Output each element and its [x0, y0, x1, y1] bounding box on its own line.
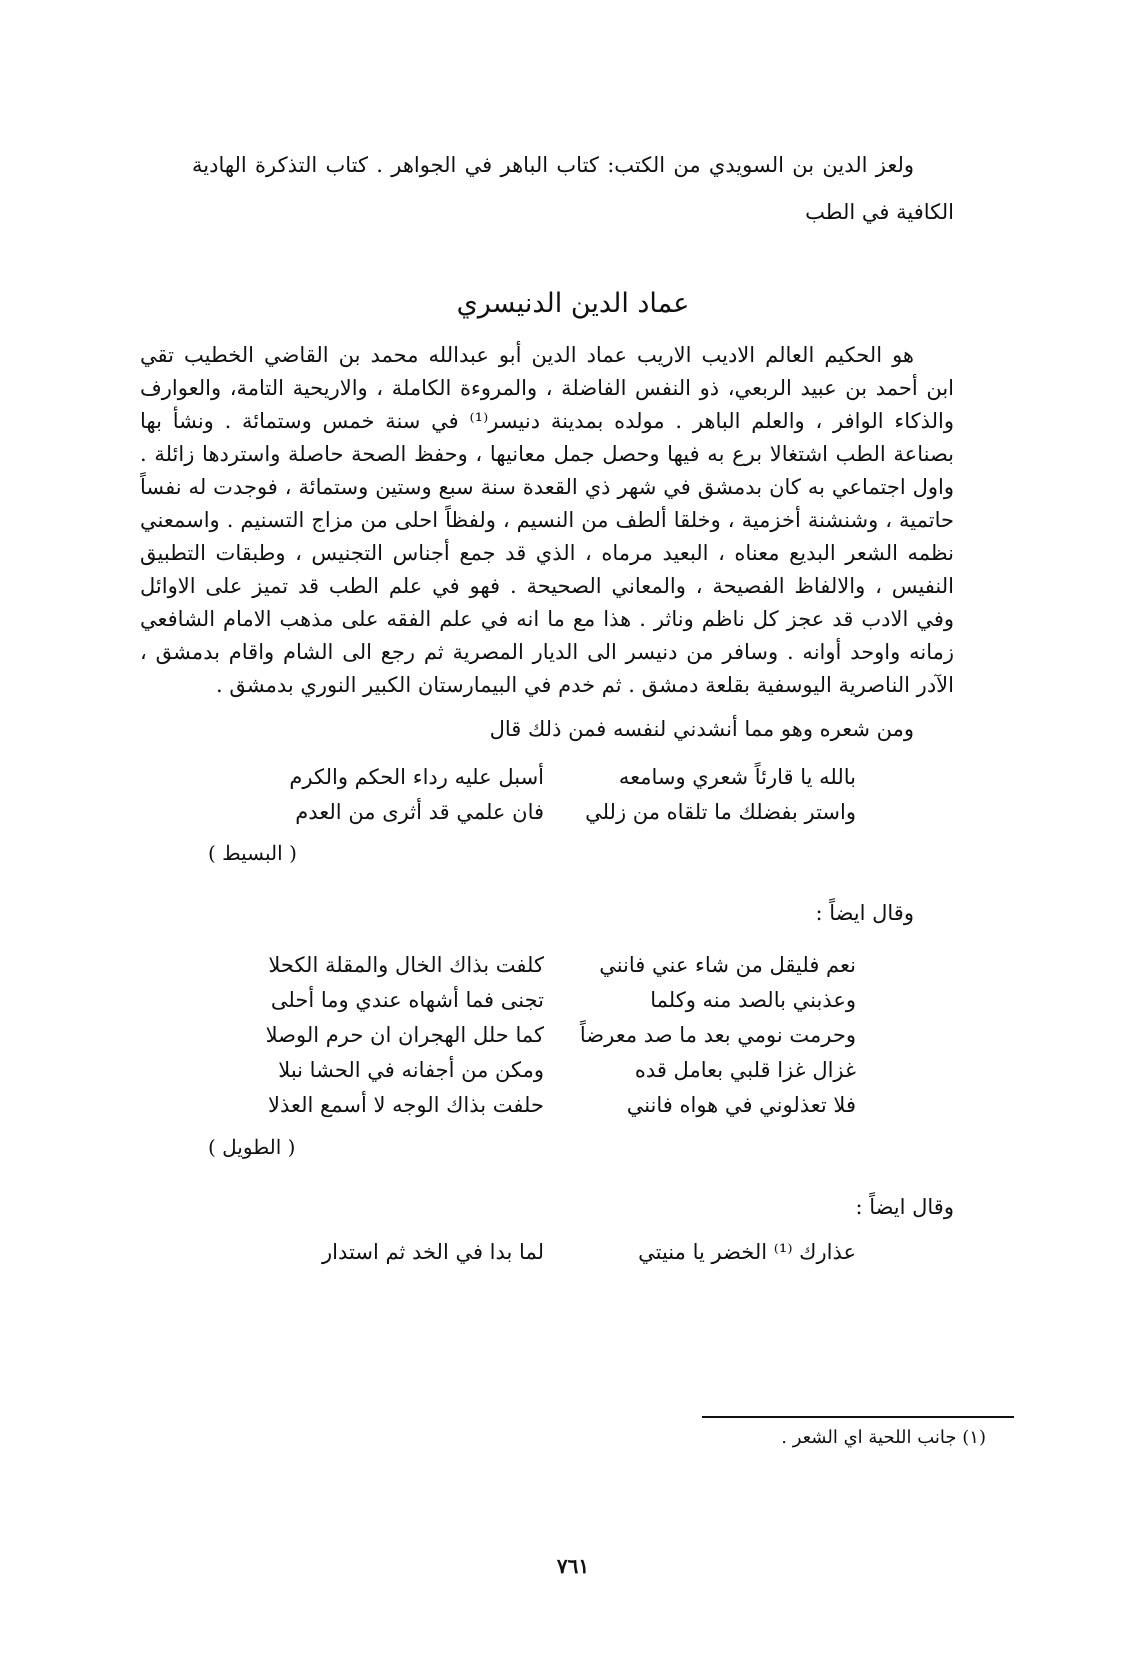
body-line: نظمه الشعر البديع معناه ، البعيد مرماه ، الذي قد جمع أجناس التجنيس ، وطبقات التطبيق [140, 541, 954, 565]
verse-second-half: ومكن من أجفانه في الحشا نبلا [278, 1058, 544, 1082]
verse-first-half: عذارك ⁽¹⁾ الخضر يا منيتي [638, 1240, 856, 1264]
verse-second-half: كلفت بذاك الخال والمقلة الكحلا [268, 953, 544, 977]
intro-line: ولعز الدين بن السويدي من الكتب: كتاب الباهر في الجواهر . كتاب التذكرة الهادية [192, 153, 914, 177]
body-line: زمانه واوحد أوانه . وسافر من دنيسر الى الديار المصرية ثم رجع الى الشام واقام بدمشق ، [140, 640, 954, 664]
body-line: وفي الادب قد عجز كل ناظم وناثر . هذا مع ما انه في علم الفقه على مذهب الامام الشافعي [140, 607, 954, 631]
intro-line: الكافية في الطب [805, 200, 954, 224]
body-line: والذكاء الوافر ، والعلم الباهر . مولده بمدينة دنيسر⁽¹⁾ في سنة خمس وستمائة . ونشأ بها [140, 409, 954, 433]
verse-second-half: فان علمي قد أثرى من العدم [295, 800, 544, 824]
verse-second-half: لما بدا في الخد ثم استدار [322, 1240, 544, 1264]
body-line: ابن أحمد بن عبيد الربعي، ذو النفس الفاضلة ، والمروءة الكاملة ، والاريحية التامة، والعوارف [140, 376, 954, 400]
poem-intro: ومن شعره وهو مما أنشدني لنفسه فمن ذلك قال [489, 717, 914, 741]
body-line: حاتمية ، وشنشنة أخزمية ، وخلقا ألطف من النسيم ، ولفظاً احلى من مزاج التسنيم . واسمعني [140, 508, 954, 532]
verse-second-half: حلفت بذاك الوجه لا أسمع العذلا [268, 1093, 544, 1117]
verse-first-half: وعذبني بالصد منه وكلما [650, 988, 856, 1012]
footnote: (١) جانب اللحية اي الشعر . [781, 1427, 986, 1448]
body-line: النفيس ، والالفاظ الفصيحة ، والمعاني الصحيحة . فهو في علم الطب قد تميز على الاوائل [140, 574, 954, 598]
body-line: بصناعة الطب اشتغالا برع به فيها وحصل جمل معانيها ، وحفظ الصحة حاصلة واستردها زائلة . [140, 442, 954, 466]
verse-second-half: كما حلل الهجران ان حرم الوصلا [265, 1023, 544, 1047]
body-line: واول اجتماعي به كان بدمشق في شهر ذي القعدة سنة سبع وستين وستمائة ، فوجدت له نفساً [140, 475, 954, 499]
page-number: ٧٦١ [556, 1554, 590, 1578]
footnote-rule [702, 1416, 1014, 1418]
poem-intro: وقال ايضاً : [855, 1195, 954, 1219]
verse-first-half: نعم فليقل من شاء عني فانني [599, 953, 856, 977]
verse-first-half: غزال غزا قلبي بعامل قده [634, 1058, 856, 1082]
verse-first-half: واستر بفضلك ما تلقاه من زللي [585, 800, 856, 824]
meter-label: ( الطويل ) [208, 1135, 296, 1159]
body-line: هو الحكيم العالم الاديب الاريب عماد الدين أبو عبدالله محمد بن القاضي الخطيب تقي [140, 343, 914, 367]
verse-second-half: تجنى فما أشهاه عندي وما أحلى [270, 988, 544, 1012]
meter-label: ( البسيط ) [208, 841, 297, 865]
verse-first-half: فلا تعذلوني في هواه فانني [626, 1093, 856, 1117]
verse-first-half: وحرمت نومي بعد ما صد معرضاً [579, 1023, 856, 1047]
poem-intro: وقال ايضاً : [815, 901, 914, 925]
verse-first-half: بالله يا قارئاً شعري وسامعه [618, 765, 856, 789]
body-line: الآدر الناصرية اليوسفية بقلعة دمشق . ثم خدم في البيمارستان الكبير النوري بدمشق . [216, 673, 954, 697]
section-heading: عماد الدين الدنيسري [456, 288, 690, 319]
verse-second-half: أسبل عليه رداء الحكم والكرم [289, 765, 544, 789]
